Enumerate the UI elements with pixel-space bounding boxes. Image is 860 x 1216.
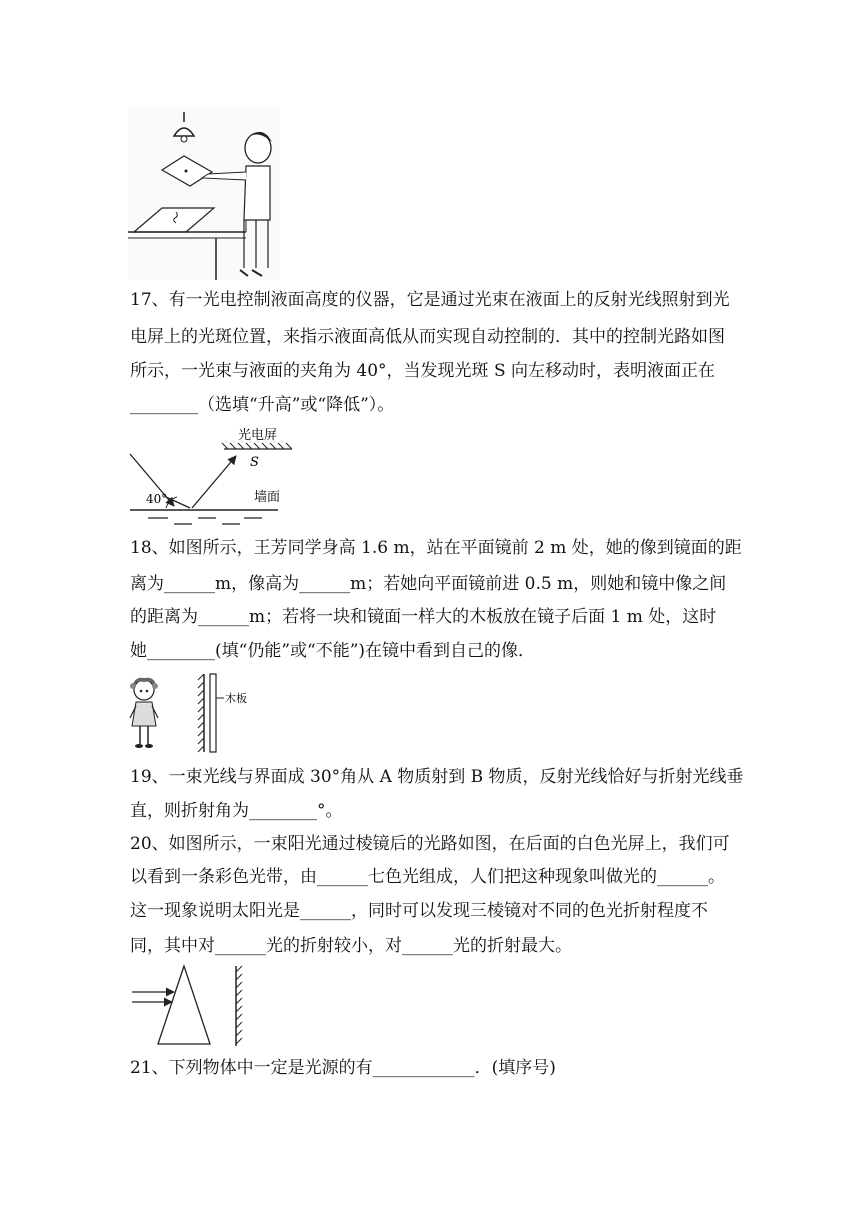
q20-line-3: 这一现象说明太阳光是______，同时可以发现三棱镜对不同的色光折射程度不 — [130, 901, 708, 921]
screen-label: 光电屏 — [238, 428, 278, 443]
spot-label: S — [250, 455, 259, 470]
q18-line-4: 她________(填“仍能”或“不能”)在镜中看到自己的像． — [130, 641, 536, 661]
q20-line-1: 20、如图所示，一束阳光通过棱镜后的光路如图，在后面的白色光屏上，我们可 — [130, 834, 730, 854]
lamp-mirror-figure — [128, 108, 280, 280]
q18-line-2: 离为______m，像高为______m；若她向平面镜前进 0.5 m，则她和镜中像之间 — [130, 574, 727, 594]
q19-line-2: 直，则折射角为________°。 — [130, 801, 343, 821]
q17-line-1: 17、有一光电控制液面高度的仪器，它是通过光束在液面上的反射光线照射到光 — [130, 290, 730, 310]
q20-line-4: 同，其中对______光的折射较小，对______光的折射最大。 — [130, 936, 572, 956]
q17-line-2: 电屏上的光斑位置，来指示液面高低从而实现自动控制的．其中的控制光路如图 — [130, 327, 725, 347]
q18-line-1: 18、如图所示，王芳同学身高 1.6 m，站在平面镜前 2 m 处，她的像到镜面的距 — [130, 538, 742, 558]
girl-mirror-diagram — [128, 672, 268, 756]
angle-label: 40° — [146, 492, 168, 506]
q18-line-3: 的距离为______m；若将一块和镜面一样大的木板放在镜子后面 1 m 处，这时 — [130, 607, 717, 627]
q17-line-3: 所示，一光束与液面的夹角为 40°，当发现光斑 S 向左移动时，表明液面正在 — [130, 361, 715, 381]
reflection-diagram — [128, 424, 300, 530]
q19-line-1: 19、一束光线与界面成 30°角从 A 物质射到 B 物质，反射光线恰好与折射光线垂 — [130, 767, 744, 787]
q20-line-2: 以看到一条彩色光带，由______七色光组成，人们把这种现象叫做光的______。 — [130, 867, 725, 887]
wall-label: 墙面 — [254, 490, 281, 505]
board-label: 木板 — [225, 692, 247, 705]
q21-line-1: 21、下列物体中一定是光源的有____________．(填序号) — [130, 1058, 556, 1078]
q17-line-4: ________（选填“升高”或“降低”）。 — [130, 395, 395, 415]
prism-diagram — [128, 962, 268, 1050]
